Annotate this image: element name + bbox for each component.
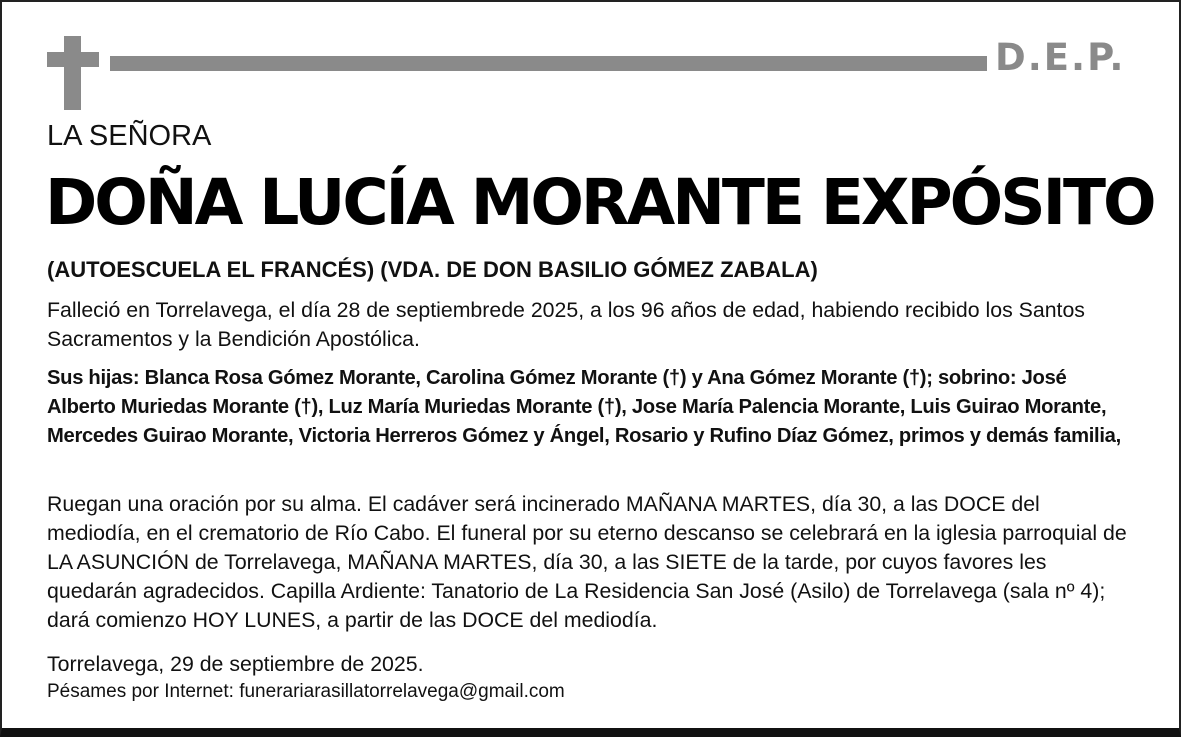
header-rule — [110, 56, 987, 71]
family-list: Sus hijas: Blanca Rosa Gómez Morante, Carolina Gómez Morante (†) y Ana Gómez Morante (†); sobrino: José Alberto Muriedas Morante (†), Luz María Muriedas Morante (†), Jose María Palencia Morante, Luis Guirao Morante, Mercedes Guirao Morante, Victoria Herreros Gómez y Ángel, Rosario y Rufino Díaz Gómez, primos y demás familia, — [47, 367, 1121, 447]
dep-label: D.E.P. — [995, 36, 1126, 79]
deceased-subtitle: (AUTOESCUELA EL FRANCÉS) (VDA. DE DON BASILIO GÓMEZ ZABALA) — [47, 257, 818, 282]
honorific: LA SEÑORA — [47, 120, 212, 152]
deceased-name: DOÑA LUCÍA MORANTE EXPÓSITO — [45, 166, 1154, 239]
cross-icon — [47, 36, 99, 110]
death-notice: Falleció en Torrelavega, el día 28 de septiembrede 2025, a los 96 años de edad, habiendo recibido los Santos Sacramentos y la Bendición Apostólica. — [47, 298, 1085, 351]
condolences-email: Pésames por Internet: funerariarasillatorrelavega@gmail.com — [47, 681, 565, 702]
place-date: Torrelavega, 29 de septiembre de 2025. — [47, 652, 424, 676]
ceremony-details: Ruegan una oración por su alma. El cadáver será incinerado MAÑANA MARTES, día 30, a las DOCE del mediodía, en el crematorio de Río Cabo. El funeral por su eterno descanso se celebrará en la iglesia parroquial de LA ASUNCIÓN de Torrelavega, MAÑANA MARTES, día 30, a las SIETE de la tarde, por cuyos favores les quedarán agradecidos. Capilla Ardiente: Tanatorio de La Residencia San José (Asilo) de Torrelavega (sala nº 4); dará comienzo HOY LUNES, a partir de las DOCE del mediodía. — [47, 492, 1127, 632]
